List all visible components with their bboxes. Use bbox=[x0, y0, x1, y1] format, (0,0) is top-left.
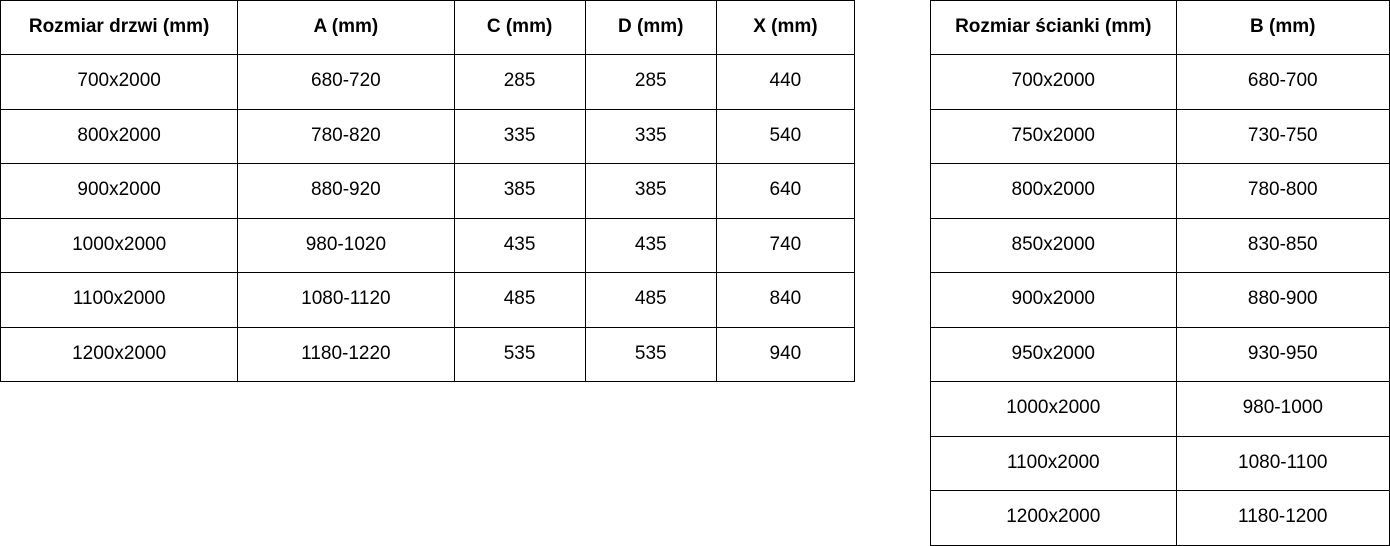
cell-c: 485 bbox=[454, 273, 585, 328]
cell-a: 780-820 bbox=[238, 109, 454, 164]
cell-wall-size: 800x2000 bbox=[931, 164, 1177, 219]
cell-wall-size: 1200x2000 bbox=[931, 491, 1177, 546]
cell-door-size: 1100x2000 bbox=[1, 273, 238, 328]
table-row bbox=[1, 327, 855, 382]
cell-d: 385 bbox=[585, 164, 716, 219]
column-header-a: A (mm) bbox=[238, 1, 454, 55]
cell-wall-size: 900x2000 bbox=[931, 273, 1177, 328]
cell-d: 485 bbox=[585, 273, 716, 328]
cell-wall-size: 1000x2000 bbox=[931, 382, 1177, 437]
cell-x: 640 bbox=[716, 164, 854, 219]
cell-b: 1080-1100 bbox=[1176, 436, 1389, 491]
table-row bbox=[931, 164, 1390, 219]
cell-door-size: 900x2000 bbox=[1, 164, 238, 219]
cell-a: 1080-1120 bbox=[238, 273, 454, 328]
table-row bbox=[931, 218, 1390, 273]
cell-a: 680-720 bbox=[238, 55, 454, 110]
table-row bbox=[1, 55, 855, 110]
column-header-b: B (mm) bbox=[1176, 1, 1389, 55]
cell-a: 1180-1220 bbox=[238, 327, 454, 382]
cell-c: 385 bbox=[454, 164, 585, 219]
cell-x: 840 bbox=[716, 273, 854, 328]
table-row bbox=[931, 491, 1390, 546]
cell-x: 740 bbox=[716, 218, 854, 273]
cell-door-size: 700x2000 bbox=[1, 55, 238, 110]
doors-size-table bbox=[0, 0, 855, 382]
table-row bbox=[931, 327, 1390, 382]
cell-wall-size: 700x2000 bbox=[931, 55, 1177, 110]
cell-wall-size: 1100x2000 bbox=[931, 436, 1177, 491]
cell-door-size: 800x2000 bbox=[1, 109, 238, 164]
table-row bbox=[931, 436, 1390, 491]
cell-a: 980-1020 bbox=[238, 218, 454, 273]
table-header-row bbox=[1, 1, 855, 55]
cell-x: 940 bbox=[716, 327, 854, 382]
cell-c: 285 bbox=[454, 55, 585, 110]
cell-door-size: 1000x2000 bbox=[1, 218, 238, 273]
cell-b: 880-900 bbox=[1176, 273, 1389, 328]
column-header-c: C (mm) bbox=[454, 1, 585, 55]
cell-a: 880-920 bbox=[238, 164, 454, 219]
cell-b: 930-950 bbox=[1176, 327, 1389, 382]
cell-b: 830-850 bbox=[1176, 218, 1389, 273]
column-header-door-size: Rozmiar drzwi (mm) bbox=[1, 1, 238, 55]
table-row bbox=[1, 273, 855, 328]
cell-c: 435 bbox=[454, 218, 585, 273]
cell-wall-size: 950x2000 bbox=[931, 327, 1177, 382]
column-header-x: X (mm) bbox=[716, 1, 854, 55]
cell-c: 535 bbox=[454, 327, 585, 382]
cell-b: 780-800 bbox=[1176, 164, 1389, 219]
cell-c: 335 bbox=[454, 109, 585, 164]
cell-door-size: 1200x2000 bbox=[1, 327, 238, 382]
cell-x: 440 bbox=[716, 55, 854, 110]
wall-size-table bbox=[930, 0, 1390, 546]
cell-d: 535 bbox=[585, 327, 716, 382]
cell-b: 980-1000 bbox=[1176, 382, 1389, 437]
cell-b: 1180-1200 bbox=[1176, 491, 1389, 546]
table-header-row bbox=[931, 1, 1390, 55]
table-row bbox=[1, 164, 855, 219]
column-header-wall-size: Rozmiar ścianki (mm) bbox=[931, 1, 1177, 55]
table-row bbox=[931, 55, 1390, 110]
cell-d: 335 bbox=[585, 109, 716, 164]
cell-wall-size: 850x2000 bbox=[931, 218, 1177, 273]
column-header-d: D (mm) bbox=[585, 1, 716, 55]
table-row bbox=[931, 382, 1390, 437]
table-row bbox=[931, 109, 1390, 164]
table-row bbox=[1, 109, 855, 164]
cell-x: 540 bbox=[716, 109, 854, 164]
table-row bbox=[931, 273, 1390, 328]
cell-b: 680-700 bbox=[1176, 55, 1389, 110]
cell-d: 285 bbox=[585, 55, 716, 110]
cell-b: 730-750 bbox=[1176, 109, 1389, 164]
cell-d: 435 bbox=[585, 218, 716, 273]
cell-wall-size: 750x2000 bbox=[931, 109, 1177, 164]
table-row bbox=[1, 218, 855, 273]
